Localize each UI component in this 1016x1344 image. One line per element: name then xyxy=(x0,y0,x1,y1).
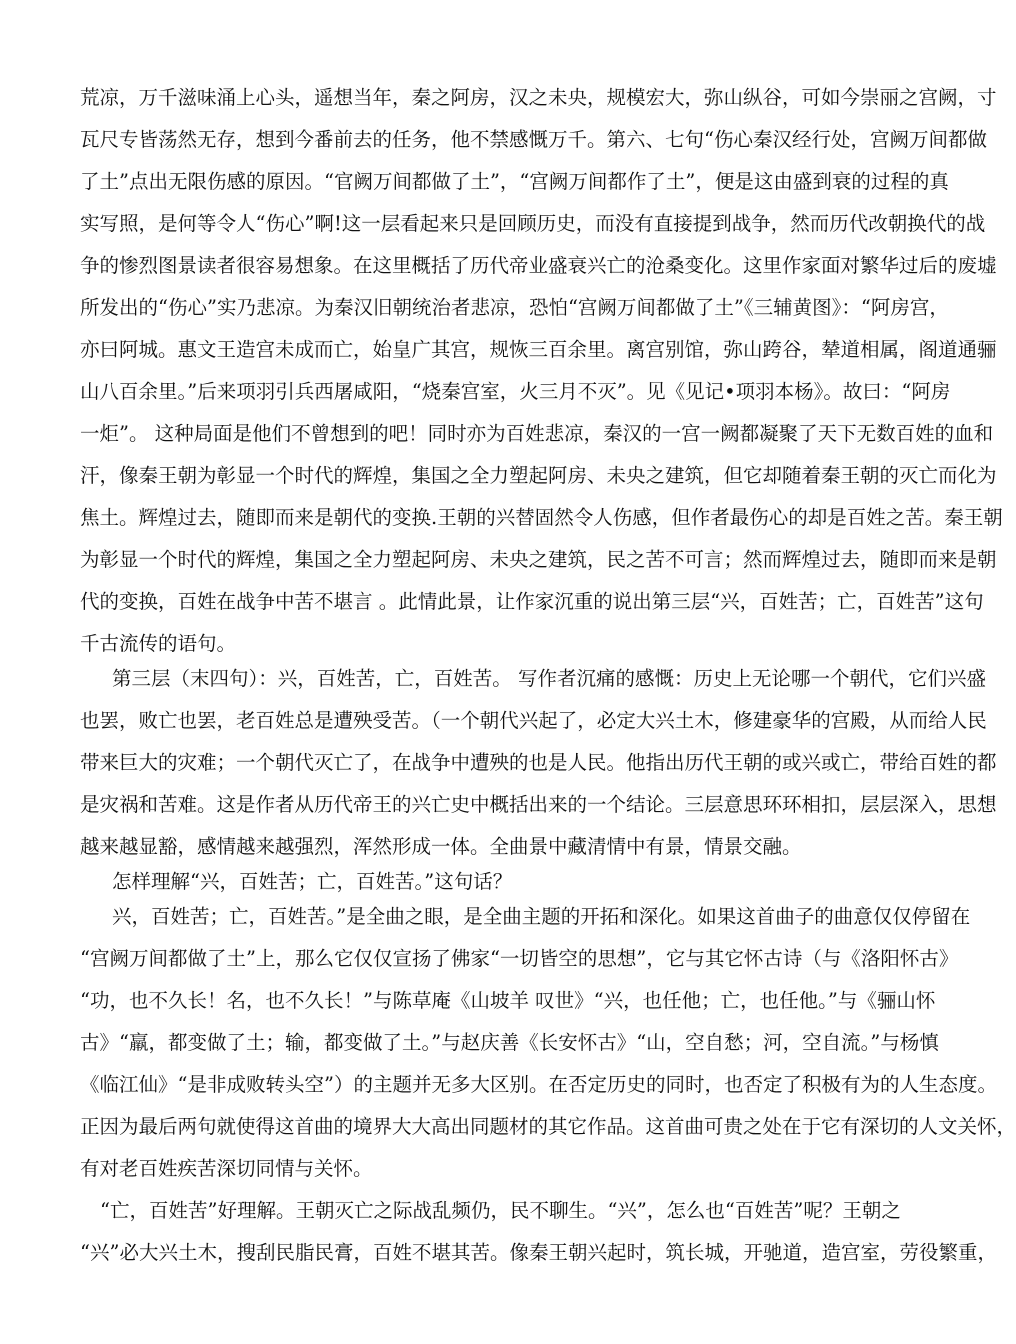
text-line: 所发出的“伤心”实乃悲凉。为秦汉旧朝统治者悲凉，恐怕“宫阙万间都做了土”《三辅黄图》：“阿房宫， xyxy=(80,296,949,319)
text-line: 为彰显一个时代的辉煌，集国之全力塑起阿房、未央之建筑，民之苦不可言；然而辉煌过去，随即而来是朝 xyxy=(80,548,997,571)
text-line: 千古流传的语句。 xyxy=(80,632,237,655)
text-line: 《临江仙》“是非成败转头空”）的主题并无多大区别。在否定历史的同时，也否定了积极有为的人生态度。 xyxy=(80,1073,997,1096)
text-line: “宫阙万间都做了土”上，那么它仅仅宣扬了佛家“一切皆空的思想”，它与其它怀古诗（与《洛阳怀古》 xyxy=(80,947,959,970)
text-line: 汗，像秦王朝为彰显一个时代的辉煌，集国之全力塑起阿房、未央之建筑，但它却随着秦王朝的灭亡而化为 xyxy=(80,464,997,487)
text-line: “兴”必大兴土木，搜刮民脂民膏，百姓不堪其苦。像秦王朝兴起时，筑长城，开驰道，造宫室，劳役繁重， xyxy=(80,1241,997,1264)
text-line: 亦曰阿城。惠文王造宫未成而亡，始皇广其宫，规恢三百余里。离宫别馆，弥山跨谷，辇道相属，阁道通骊 xyxy=(80,338,997,361)
paragraph-first-line: 第三层（末四句）：兴，百姓苦，亡，百姓苦。 写作者沉痛的感慨：历史上无论哪一个朝代，它们兴盛 xyxy=(112,667,986,690)
text-line: 瓦尺专皆荡然无存，想到今番前去的任务，他不禁感慨万千。第六、七句“伤心秦汉经行处，宫阙万间都做 xyxy=(80,128,987,151)
text-line: 正因为最后两句就使得这首曲的境界大大高出同题材的其它作品。这首曲可贵之处在于它有深切的人文关怀， xyxy=(80,1115,1016,1138)
text-line: 也罢，败亡也罢，老百姓总是遭殃受苦。（一个朝代兴起了，必定大兴土木，修建豪华的宫殿，从而给人民 xyxy=(80,709,987,732)
text-line: 代的变换，百姓在战争中苦不堪言 。此情此景，让作家沉重的说出第三层“兴，百姓苦；亡，百姓苦”这句 xyxy=(80,590,984,613)
text-line: 一炬”。 这种局面是他们不曾想到的吧！同时亦为百姓悲凉，秦汉的一宫一阙都凝聚了天下无数百姓的血和 xyxy=(80,422,994,445)
text-line: 争的惨烈图景读者很容易想象。在这里概括了历代帝业盛衰兴亡的沧桑变化。这里作家面对繁华过后的废墟 xyxy=(80,254,997,277)
paragraph-first-line: 兴，百姓苦；亡，百姓苦。”是全曲之眼，是全曲主题的开拓和深化。如果这首曲子的曲意仅仅停留在 xyxy=(112,905,971,928)
text-line: 荒凉，万千滋味涌上心头，遥想当年，秦之阿房，汉之未央，规模宏大，弥山纵谷，可如今崇丽之宫阙，寸 xyxy=(80,86,997,109)
question-line: 怎样理解“兴，百姓苦；亡，百姓苦。”这句话？ xyxy=(112,870,513,893)
text-line: 古》“羸，都变做了土；输，都变做了土。”与赵庆善《长安怀古》“山，空自愁；河，空自流。”与杨慎 xyxy=(80,1031,939,1054)
text-line: 焦土。辉煌过去，随即而来是朝代的变换.王朝的兴替固然令人伤感，但作者最伤心的却是百姓之苦。秦王朝 xyxy=(80,506,1003,529)
text-line: “功，也不久长！名，也不久长！”与陈草庵《山坡羊 叹世》“兴，也任他；亡，也任他。”与《骊山怀 xyxy=(80,989,936,1012)
paragraph-first-line: “亡，百姓苦”好理解。王朝灭亡之际战乱频仍，民不聊生。“兴”，怎么也“百姓苦”呢？王朝之 xyxy=(100,1199,901,1222)
text-line: 实写照，是何等令人“伤心”啊!这一层看起来只是回顾历史，而没有直接提到战争，然而历代改朝换代的战 xyxy=(80,212,986,235)
text-line: 带来巨大的灾难；一个朝代灭亡了，在战争中遭殃的也是人民。他指出历代王朝的或兴或亡，带给百姓的都 xyxy=(80,751,997,774)
text-line: 了土”点出无限伤感的原因。“官阙万间都做了土”，“宫阙万间都作了土”，便是这由盛到衰的过程的真 xyxy=(80,170,949,193)
text-line: 越来越显豁，感情越来越强烈，浑然形成一体。全曲景中藏清情中有景，情景交融。 xyxy=(80,835,802,858)
text-line: 山八百余里。”后来项羽引兵西屠咸阳，“烧秦宫室，火三月不灭”。见《见记•项羽本杨》。故曰：“阿房 xyxy=(80,380,951,403)
text-line: 是灾祸和苦难。这是作者从历代帝王的兴亡史中概括出来的一个结论。三层意思环环相扣，层层深入，思想 xyxy=(80,793,997,816)
text-line: 有对老百姓疾苦深切同情与关怀。 xyxy=(80,1157,373,1180)
